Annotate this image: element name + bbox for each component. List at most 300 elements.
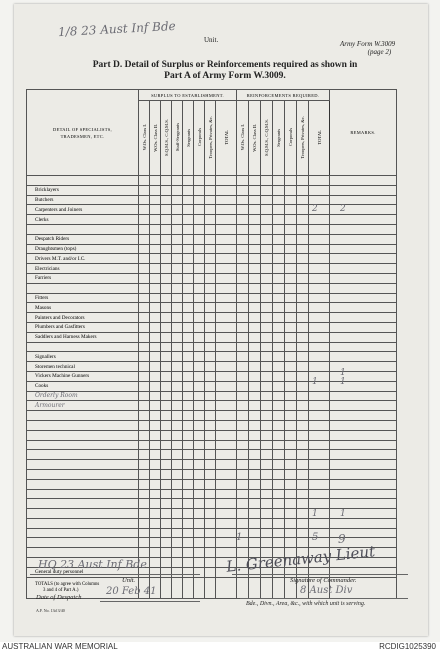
table-cell — [330, 244, 397, 254]
table-cell — [194, 548, 205, 558]
table-cell — [261, 509, 273, 519]
table-cell — [285, 460, 297, 470]
table-cell — [297, 450, 309, 460]
footer-unit-label: Unit. — [122, 577, 136, 584]
table-cell — [172, 215, 183, 225]
table-cell — [216, 224, 237, 234]
table-cell — [205, 518, 216, 528]
totals-total-entry: 9 — [338, 532, 346, 546]
general-total-entry: 1 — [340, 509, 346, 519]
table-cell — [194, 538, 205, 548]
table-cell — [172, 352, 183, 362]
table-cell — [183, 293, 194, 303]
row-label: Electricians — [27, 264, 139, 274]
table-row — [27, 460, 397, 470]
totals-private-entry: 5 — [312, 532, 319, 543]
table-cell — [285, 362, 297, 372]
table-cell — [237, 479, 249, 489]
table-cell — [205, 371, 216, 381]
table-cell — [237, 313, 249, 323]
table-cell — [261, 244, 273, 254]
table-cell — [194, 479, 205, 489]
table-cell — [172, 362, 183, 372]
table-cell — [237, 244, 249, 254]
table-cell — [273, 205, 285, 215]
table-cell — [330, 420, 397, 430]
table-cell — [150, 558, 161, 568]
totals-cell — [237, 577, 249, 598]
table-cell — [249, 205, 261, 215]
surplus-column-label: Corporals — [196, 128, 202, 147]
table-cell — [139, 185, 150, 195]
table-cell — [237, 342, 249, 352]
table-cell — [285, 303, 297, 313]
commander-signature: L. Greenaway Lieut — [225, 542, 376, 576]
totals-cell — [273, 577, 285, 598]
table-cell — [172, 273, 183, 283]
surplus-column-header — [150, 101, 161, 176]
reinforcement-column-header — [297, 101, 309, 176]
reinforcement-column-label: Troopers, Privates, &c. — [300, 116, 305, 159]
reinforcements-group-header: REINFORCEMENTS REQUIRED. — [237, 90, 330, 101]
table-cell — [194, 499, 205, 509]
table-cell — [237, 499, 249, 509]
table-cell — [172, 293, 183, 303]
table-cell — [172, 499, 183, 509]
surplus-column-header — [139, 101, 150, 176]
table-cell — [150, 215, 161, 225]
table-cell — [139, 479, 150, 489]
table-cell — [216, 273, 237, 283]
table-cell — [183, 283, 194, 293]
table-cell — [194, 176, 205, 186]
table-cell — [261, 411, 273, 421]
table-row — [27, 440, 397, 450]
table-cell — [205, 499, 216, 509]
table-cell — [216, 362, 237, 372]
table-cell — [172, 264, 183, 274]
table-cell — [183, 205, 194, 215]
table-cell — [216, 499, 237, 509]
table-cell — [161, 420, 172, 430]
table-cell — [249, 430, 261, 440]
table-cell — [139, 224, 150, 234]
table-row — [27, 313, 397, 323]
table-cell — [150, 460, 161, 470]
table-cell — [261, 499, 273, 509]
table-cell — [139, 254, 150, 264]
table-cell — [139, 195, 150, 205]
table-cell — [172, 489, 183, 499]
table-cell — [237, 195, 249, 205]
table-cell — [205, 430, 216, 440]
table-cell — [150, 332, 161, 342]
table-cell — [161, 499, 172, 509]
table-cell — [216, 303, 237, 313]
table-cell — [309, 401, 330, 411]
table-cell — [237, 303, 249, 313]
table-cell — [150, 342, 161, 352]
remarks-column-header: REMARKS. — [330, 90, 397, 176]
table-cell — [261, 420, 273, 430]
table-cell — [285, 499, 297, 509]
table-cell — [273, 176, 285, 186]
table-cell — [216, 264, 237, 274]
table-cell — [285, 411, 297, 421]
table-cell — [261, 371, 273, 381]
table-cell — [285, 254, 297, 264]
table-cell — [161, 352, 172, 362]
table-cell — [261, 460, 273, 470]
table-cell — [139, 371, 150, 381]
table-row — [27, 450, 397, 460]
table-cell — [172, 234, 183, 244]
table-cell — [297, 185, 309, 195]
table-cell — [139, 440, 150, 450]
table-cell — [205, 303, 216, 313]
table-cell — [261, 352, 273, 362]
table-cell — [216, 489, 237, 499]
table-cell — [330, 293, 397, 303]
table-cell — [150, 430, 161, 440]
table-cell — [139, 176, 150, 186]
table-cell — [249, 391, 261, 401]
table-cell — [273, 479, 285, 489]
table-cell — [297, 528, 309, 538]
table-cell — [161, 273, 172, 283]
totals-cell — [194, 577, 205, 598]
table-cell — [330, 303, 397, 313]
table-cell — [150, 234, 161, 244]
reinforcement-column-label: TOTAL — [316, 130, 322, 145]
table-row — [27, 234, 397, 244]
table-cell — [183, 264, 194, 274]
table-cell — [150, 420, 161, 430]
reinforcement-column-label: Sergeants — [276, 128, 281, 147]
unit-handwritten: 1/8 23 Aust Inf Bde — [57, 18, 177, 40]
table-cell — [161, 509, 172, 519]
table-cell — [216, 381, 237, 391]
table-cell — [237, 176, 249, 186]
surplus-group-header: SURPLUS TO ESTABLISHMENT. — [139, 90, 237, 101]
table-cell — [205, 469, 216, 479]
table-cell — [150, 489, 161, 499]
table-cell — [161, 234, 172, 244]
table-cell — [205, 538, 216, 548]
table-cell — [205, 234, 216, 244]
table-cell — [297, 176, 309, 186]
table-cell — [161, 391, 172, 401]
table-cell — [261, 381, 273, 391]
table-cell — [150, 371, 161, 381]
table-cell — [216, 176, 237, 186]
table-cell — [194, 411, 205, 421]
table-cell — [237, 254, 249, 264]
table-cell — [330, 430, 397, 440]
table-row — [27, 518, 397, 528]
table-cell — [261, 234, 273, 244]
table-cell — [161, 450, 172, 460]
row-label: Farriers — [27, 273, 139, 283]
table-cell — [205, 460, 216, 470]
row-label — [27, 176, 139, 186]
table-cell — [285, 391, 297, 401]
table-cell — [183, 518, 194, 528]
table-cell — [237, 450, 249, 460]
table-cell — [183, 332, 194, 342]
table-cell — [285, 401, 297, 411]
table-cell — [216, 469, 237, 479]
table-cell — [261, 264, 273, 274]
table-cell — [139, 303, 150, 313]
table-cell — [273, 450, 285, 460]
table-cell — [161, 558, 172, 568]
table-cell — [172, 420, 183, 430]
table-cell — [273, 460, 285, 470]
table-cell — [150, 195, 161, 205]
table-cell — [285, 352, 297, 362]
reinforcement-column-header — [285, 101, 297, 176]
table-cell — [297, 401, 309, 411]
table-cell — [205, 293, 216, 303]
table-cell — [216, 283, 237, 293]
table-row — [27, 303, 397, 313]
table-cell — [273, 332, 285, 342]
table-cell — [249, 322, 261, 332]
table-cell — [205, 381, 216, 391]
surplus-column-label: Troopers, Privates, &c. — [207, 116, 213, 159]
table-cell — [205, 401, 216, 411]
table-row — [27, 254, 397, 264]
table-cell — [139, 205, 150, 215]
table-cell — [330, 567, 397, 577]
table-cell — [297, 362, 309, 372]
table-cell — [205, 332, 216, 342]
table-cell — [330, 322, 397, 332]
table-cell — [216, 244, 237, 254]
table-cell — [261, 538, 273, 548]
table-row — [27, 273, 397, 283]
table-cell — [205, 185, 216, 195]
table-cell — [205, 567, 216, 577]
table-cell — [249, 264, 261, 274]
table-cell — [261, 322, 273, 332]
table-cell — [297, 371, 309, 381]
table-cell — [139, 528, 150, 538]
table-cell — [161, 283, 172, 293]
table-cell — [139, 313, 150, 323]
table-cell — [249, 185, 261, 195]
table-cell — [285, 430, 297, 440]
table-cell — [139, 450, 150, 460]
table-cell — [172, 479, 183, 489]
table-cell — [273, 215, 285, 225]
table-cell — [205, 224, 216, 234]
table-cell — [330, 185, 397, 195]
table-cell — [261, 215, 273, 225]
page-number: (page 2) — [367, 48, 392, 56]
reinforcement-column-header — [261, 101, 273, 176]
table-cell — [249, 489, 261, 499]
table-cell — [297, 352, 309, 362]
row-label — [27, 479, 139, 489]
table-cell — [309, 469, 330, 479]
table-cell — [297, 342, 309, 352]
table-cell — [216, 371, 237, 381]
table-cell — [139, 538, 150, 548]
table-cell — [309, 322, 330, 332]
table-cell — [273, 430, 285, 440]
table-row — [27, 420, 397, 430]
table-cell — [330, 489, 397, 499]
row-label: Armourer — [27, 401, 139, 411]
table-cell — [194, 273, 205, 283]
reinforcement-column-header — [249, 101, 261, 176]
surplus-column-header — [194, 101, 205, 176]
table-cell — [150, 509, 161, 519]
table-cell — [183, 254, 194, 264]
footer-unit-handwritten: HQ 23 Aust Inf Bde — [38, 558, 147, 571]
table-cell — [216, 342, 237, 352]
table-cell — [261, 469, 273, 479]
table-cell — [194, 518, 205, 528]
table-cell — [249, 499, 261, 509]
table-cell — [297, 273, 309, 283]
surplus-reinforcement-table — [26, 89, 397, 599]
row-label — [27, 411, 139, 421]
row-label — [27, 538, 139, 548]
despatch-label: Date of Despatch — [36, 594, 82, 601]
division-handwritten: 8 Aust Div — [300, 585, 353, 596]
table-cell — [150, 450, 161, 460]
table-cell — [216, 518, 237, 528]
table-row — [27, 489, 397, 499]
table-cell — [237, 362, 249, 372]
table-cell — [309, 430, 330, 440]
table-cell — [161, 224, 172, 234]
table-cell — [205, 489, 216, 499]
table-cell — [297, 460, 309, 470]
table-cell — [150, 440, 161, 450]
table-cell — [172, 342, 183, 352]
table-cell — [273, 381, 285, 391]
row-label — [27, 499, 139, 509]
table-cell — [273, 440, 285, 450]
table-cell — [161, 528, 172, 538]
table-cell — [172, 185, 183, 195]
table-cell — [150, 273, 161, 283]
table-cell — [161, 567, 172, 577]
table-cell — [237, 205, 249, 215]
table-cell — [172, 567, 183, 577]
table-cell — [216, 215, 237, 225]
table-cell — [139, 548, 150, 558]
table-row — [27, 283, 397, 293]
table-cell — [273, 371, 285, 381]
table-row — [27, 185, 397, 195]
table-cell — [172, 381, 183, 391]
table-cell — [297, 538, 309, 548]
table-cell — [150, 518, 161, 528]
table-cell — [172, 430, 183, 440]
surplus-column-header — [216, 101, 237, 176]
table-cell — [261, 362, 273, 372]
totals-cell — [249, 577, 261, 598]
table-cell — [205, 313, 216, 323]
table-cell — [309, 224, 330, 234]
table-cell — [309, 234, 330, 244]
table-cell — [261, 342, 273, 352]
form-number: Army Form W.3009 — [340, 40, 396, 48]
table-cell — [309, 254, 330, 264]
table-cell — [150, 205, 161, 215]
table-cell — [150, 283, 161, 293]
reinforcement-column-label: W.Os. Class I. — [240, 124, 245, 151]
table-cell — [285, 234, 297, 244]
table-cell — [194, 244, 205, 254]
table-cell — [297, 195, 309, 205]
table-cell — [205, 440, 216, 450]
table-cell — [161, 254, 172, 264]
row-label: Storemen technical — [27, 362, 139, 372]
table-cell — [309, 420, 330, 430]
table-cell — [285, 205, 297, 215]
table-cell — [297, 381, 309, 391]
table-row — [27, 391, 397, 401]
table-cell — [161, 440, 172, 450]
row-label: Signallers — [27, 352, 139, 362]
table-cell — [150, 381, 161, 391]
table-cell — [183, 303, 194, 313]
table-cell — [237, 411, 249, 421]
table-row — [27, 332, 397, 342]
table-cell — [249, 401, 261, 411]
table-cell — [183, 185, 194, 195]
table-cell — [237, 430, 249, 440]
table-cell — [194, 224, 205, 234]
table-cell — [261, 254, 273, 264]
table-cell — [139, 411, 150, 421]
table-cell — [273, 303, 285, 313]
table-cell — [183, 499, 194, 509]
table-cell — [172, 558, 183, 568]
table-cell — [205, 411, 216, 421]
table-cell — [216, 234, 237, 244]
table-cell — [150, 313, 161, 323]
surplus-column-header — [205, 101, 216, 176]
row-label: Bricklayers — [27, 185, 139, 195]
table-cell — [194, 528, 205, 538]
table-cell — [249, 371, 261, 381]
table-cell — [261, 528, 273, 538]
table-cell — [330, 440, 397, 450]
table-cell — [285, 313, 297, 323]
table-cell — [205, 391, 216, 401]
table-cell — [273, 254, 285, 264]
table-cell — [161, 548, 172, 558]
row-label: Cooks — [27, 381, 139, 391]
table-cell — [309, 362, 330, 372]
table-cell — [273, 362, 285, 372]
table-cell — [194, 264, 205, 274]
table-cell — [237, 371, 249, 381]
table-cell — [172, 322, 183, 332]
table-cell — [183, 440, 194, 450]
table-cell — [297, 303, 309, 313]
table-cell — [261, 450, 273, 460]
row-label: Butchers — [27, 195, 139, 205]
row-label — [27, 430, 139, 440]
